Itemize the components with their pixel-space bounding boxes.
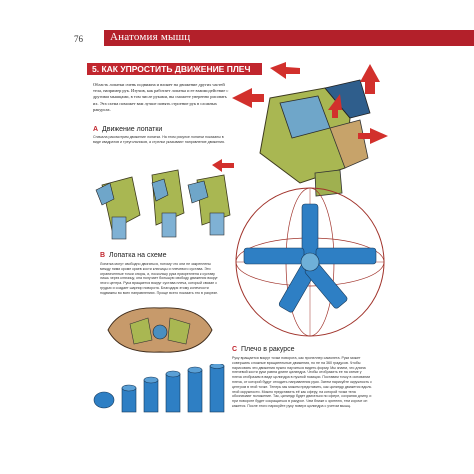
section-title: 5. КАК УПРОСТИТЬ ДВИЖЕНИЕ ПЛЕЧ	[92, 64, 251, 74]
scapula-cross-section-illustration	[100, 300, 220, 360]
subsection-b-letter: B	[100, 252, 106, 259]
foreshortened-cylinders-illustration	[92, 364, 232, 416]
subsection-b-heading	[100, 252, 167, 259]
subsection-b-text: Лопатка могут свободно двигаться, потому что они не закреплены между ними кроме краев кости ключицы и плечевого сустава. Эти ограниченные точки опоры, и, поскольку рука прикреплена к суставу лишь через ключицу, она получает большую свободу движения вокруг этого центра. Рука вращается вокруг сустава плеча, который связан с грудью и создает шарнир поворота. Благодаря этому конечности подвижны во всех направлениях. Проще всего показать это в разрезе.	[100, 262, 219, 295]
torso-arrows-illustration	[230, 58, 390, 198]
subsection-c-heading	[232, 346, 295, 353]
page-number: 76	[74, 34, 83, 44]
subsection-a-text: Сначала рассмотрим движение лопатки. На этом рисунке лопатки показаны в виде квадратов и треугольников, а стрелки указывают направление движения.	[93, 135, 225, 144]
subsection-a-letter: A	[93, 126, 99, 133]
subsection-c-letter: C	[232, 346, 238, 353]
subsection-a-title: Движение лопатки	[102, 126, 163, 133]
chapter-title: Анатомия мышц	[110, 31, 191, 43]
subsection-b-title: Лопатка на схеме	[109, 252, 167, 259]
shoulder-sphere-illustration	[230, 182, 390, 342]
subsection-a-heading	[93, 126, 162, 133]
subsection-c-title: Плечо в ракурсе	[241, 346, 295, 353]
scapula-movement-illustration	[92, 155, 240, 250]
intro-paragraph: Область лопатки очень подвижна и влияет на движение других частей тела, например рук. Изучив, как работает лопатка и ее взаимодействие с другими мышцами, в том числе руками, вы сможете уверенно рисовать их. Эта схема поможет вам лучше понять строение рук в сложных ракурсах.	[93, 82, 229, 112]
subsection-c-text: Руку вращается вокруг точки поворота, как пропеллер самолета. Руки может совершать сложные вращательные движения, но не на 360 градусов. Чтобы нарисовать эти движения нужно научиться видеть форму. Мы знаем, что длина плечевой кости руки равна длине цилиндра. Чтобы отобразить ее на схеме у плеча отобразим в виде цилиндра в нужной позиции. Поставим точку в основании плеча, от которой будут отходить направления руки. Затем нарисуйте окружность с центром в этой точке. Теперь мы можем представить, как цилиндр движется вдоль этой окружности. Можно представить её как сферу, на которой точки тела обозначают положение. Так, цилиндр будет двигаться по сфере, сохраняя длину, и при повороте будет сокращаться в ракурсе. Чем ближе к зрителю, тем короче он кажется. После этого нарисуйте руку поверх цилиндра с учетом мышц.	[232, 356, 372, 408]
